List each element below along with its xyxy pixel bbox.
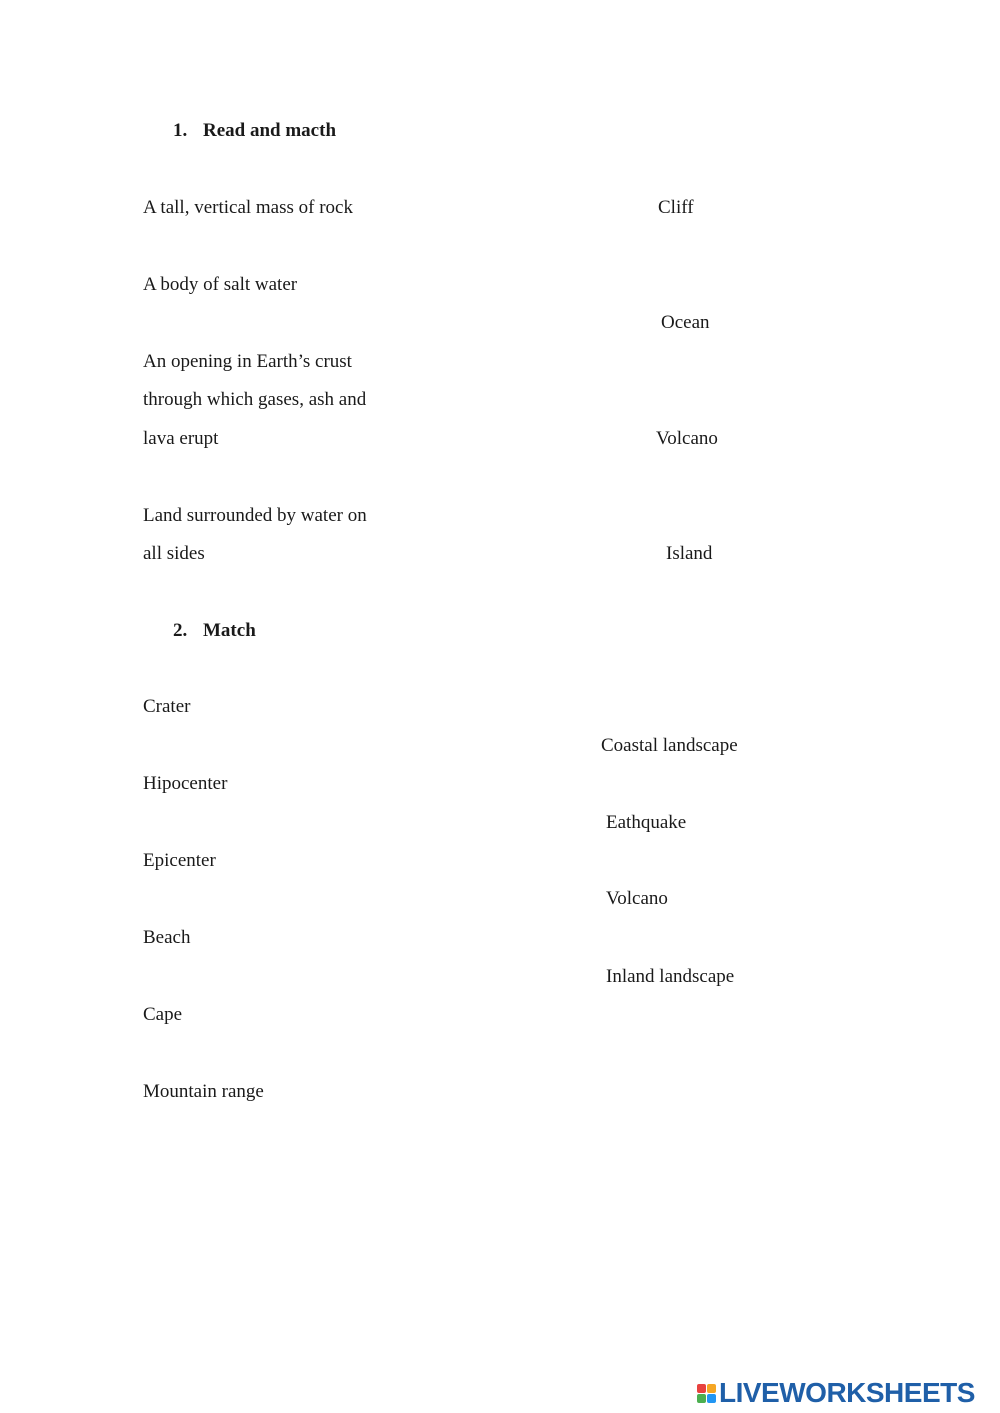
- category-coastal-landscape[interactable]: Coastal landscape: [601, 735, 738, 756]
- term-ocean[interactable]: Ocean: [661, 312, 710, 333]
- section1-number: 1.: [173, 120, 188, 141]
- item-epicenter[interactable]: Epicenter: [143, 850, 216, 871]
- logo-text: LIVEWORKSHEETS: [719, 1377, 975, 1408]
- category-earthquake[interactable]: Eathquake: [606, 812, 687, 833]
- logo-square-blue: [707, 1394, 716, 1403]
- section1-title: Read and macth: [203, 120, 337, 141]
- section2-title: Match: [203, 620, 256, 641]
- definition-volcano-line2: through which gases, ash and: [143, 389, 367, 410]
- term-island[interactable]: Island: [666, 543, 713, 564]
- category-inland-landscape[interactable]: Inland landscape: [606, 966, 735, 987]
- section2-number: 2.: [173, 620, 188, 641]
- definition-island-line1: Land surrounded by water on: [143, 505, 367, 526]
- liveworksheets-icon: [697, 1384, 716, 1403]
- definition-volcano-line1: An opening in Earth’s crust: [143, 351, 352, 372]
- logo-square-green: [697, 1394, 706, 1403]
- section2-heading: [173, 619, 256, 643]
- definition-island-line2: all sides: [143, 543, 205, 564]
- item-beach[interactable]: Beach: [143, 927, 191, 948]
- section1-heading: [173, 119, 336, 143]
- logo-square-red: [697, 1384, 706, 1393]
- category-volcano[interactable]: Volcano: [606, 888, 668, 909]
- definition-cliff: A tall, vertical mass of rock: [143, 197, 353, 218]
- item-cape[interactable]: Cape: [143, 1004, 183, 1025]
- item-hipocenter[interactable]: Hipocenter: [143, 773, 228, 794]
- item-mountain-range[interactable]: Mountain range: [143, 1081, 264, 1102]
- liveworksheets-logo: [697, 1375, 975, 1411]
- term-cliff[interactable]: Cliff: [658, 197, 694, 218]
- item-crater[interactable]: Crater: [143, 696, 191, 717]
- logo-square-orange: [707, 1384, 716, 1393]
- definition-ocean: A body of salt water: [143, 274, 298, 295]
- definition-volcano-line3: lava erupt: [143, 428, 219, 449]
- term-volcano[interactable]: Volcano: [656, 428, 718, 449]
